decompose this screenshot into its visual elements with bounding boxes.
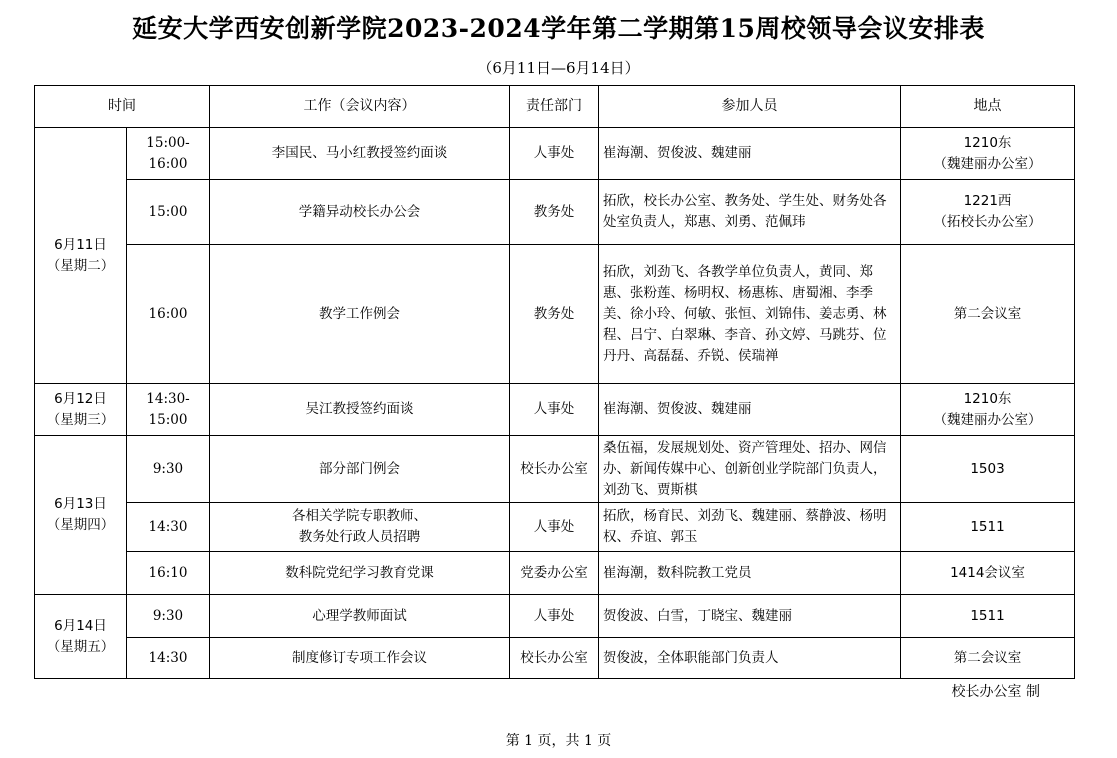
page-number: 第 1 页，共 1 页: [505, 733, 612, 749]
location-cell: 1503: [901, 436, 1075, 503]
location-detail: （拓校长办公室）: [933, 214, 1042, 230]
department-cell: 校长办公室: [510, 638, 599, 679]
department-cell: 人事处: [510, 384, 599, 436]
header-location: 地点: [901, 86, 1075, 128]
table-row: [35, 552, 1075, 595]
page-title: 延安大学西安创新学院2023-2024学年第二学期第15周校领导会议安排表: [132, 14, 985, 43]
participants-cell: 拓欣，校长办公室、教务处、学生处、财务处各处室负责人，郑惠、刘勇、范佩玮: [599, 180, 901, 245]
location-room: 1221西: [963, 193, 1012, 209]
location-cell: 1511: [901, 595, 1075, 638]
time-cell: 14:30: [127, 638, 210, 679]
table-row: [35, 503, 1075, 552]
weekday-label: （星期三）: [46, 411, 115, 428]
location-room: 1210东: [963, 390, 1012, 407]
header-participants: 参加人员: [599, 86, 901, 128]
department-cell: 党委办公室: [510, 552, 599, 595]
content-line: 各相关学院专职教师、: [292, 508, 427, 524]
location-cell: [901, 384, 1075, 436]
participants-cell: 贺俊波、白雪，丁晓宝、魏建丽: [599, 595, 901, 638]
time-cell: 15:00-16:00: [127, 128, 210, 180]
participants-cell: 拓欣，杨育民、刘劲飞、魏建丽、蔡静波、杨明权、乔谊、郭玉: [599, 503, 901, 552]
location-room: 1210东: [963, 134, 1012, 151]
time-cell: 16:00: [127, 245, 210, 384]
table-row: [35, 128, 1075, 180]
time-cell: 9:30: [127, 436, 210, 503]
time-cell: 16:10: [127, 552, 210, 595]
time-cell: 14:30: [127, 503, 210, 552]
content-cell: 学籍异动校长办公会: [210, 180, 510, 245]
date-cell: [35, 128, 127, 384]
date-label: 6月14日: [54, 617, 107, 634]
content-cell: 部分部门例会: [210, 436, 510, 503]
participants-cell: 拓欣，刘劲飞、各教学单位负责人，黄同、郑惠、张粉莲、杨明权、杨惠栋、唐蜀湘、李季美、徐小玲、何敏、张恒、刘锦伟、姜志勇、林程、吕宁、白翠琳、李音、孙文婷、马跳芬、位丹丹、高磊磊、乔锐、侯瑞禅: [599, 245, 901, 384]
department-cell: 人事处: [510, 128, 599, 180]
date-label: 6月13日: [54, 496, 107, 512]
date-cell: [35, 384, 127, 436]
content-cell: 心理学教师面试: [210, 595, 510, 638]
time-cell: 14:30-15:00: [127, 384, 210, 436]
date-label: 6月12日: [54, 390, 107, 407]
issuer-note: 校长办公室 制: [951, 684, 1040, 700]
weekday-label: （星期五）: [46, 638, 115, 655]
table-row: [35, 245, 1075, 384]
department-cell: 教务处: [510, 245, 599, 384]
participants-cell: 崔海潮，数科院教工党员: [599, 552, 901, 595]
table-row: [35, 638, 1075, 679]
department-cell: 人事处: [510, 595, 599, 638]
content-cell: 吴江教授签约面谈: [210, 384, 510, 436]
participants-cell: 崔海潮、贺俊波、魏建丽: [599, 384, 901, 436]
content-cell: 李国民、马小红教授签约面谈: [210, 128, 510, 180]
location-cell: [901, 128, 1075, 180]
header-work: 工作（会议内容）: [210, 86, 510, 128]
date-cell: [35, 436, 127, 595]
date-cell: [35, 595, 127, 679]
location-cell: 1511: [901, 503, 1075, 552]
content-cell: 数科院党纪学习教育党课: [210, 552, 510, 595]
date-label: 6月11日: [54, 236, 107, 253]
participants-cell: 崔海潮、贺俊波、魏建丽: [599, 128, 901, 180]
participants-cell: 桑伍福，发展规划处、资产管理处、招办、网信办、新闻传媒中心、创新创业学院部门负责人，刘劲飞、贾斯棋: [599, 436, 901, 503]
department-cell: 校长办公室: [510, 436, 599, 503]
location-cell: [901, 180, 1075, 245]
table-header-row: [35, 86, 1075, 128]
table-row: [35, 384, 1075, 436]
content-cell: 教学工作例会: [210, 245, 510, 384]
weekday-label: （星期二）: [46, 257, 115, 274]
location-cell: 第二会议室: [901, 245, 1075, 384]
table-row: [35, 180, 1075, 245]
date-range-subtitle: （6月11日—6月14日）: [477, 59, 640, 77]
content-cell: [210, 503, 510, 552]
location-detail: （魏建丽办公室）: [933, 411, 1042, 428]
location-detail: （魏建丽办公室）: [933, 155, 1042, 172]
department-cell: 教务处: [510, 180, 599, 245]
time-cell: 9:30: [127, 595, 210, 638]
participants-cell: 贺俊波，全体职能部门负责人: [599, 638, 901, 679]
location-cell: 第二会议室: [901, 638, 1075, 679]
content-line: 教务处行政人员招聘: [298, 529, 421, 545]
content-cell: 制度修订专项工作会议: [210, 638, 510, 679]
table-row: [35, 595, 1075, 638]
weekday-label: （星期四）: [46, 517, 115, 533]
header-department: 责任部门: [510, 86, 599, 128]
time-cell: 15:00: [127, 180, 210, 245]
meeting-schedule-table: [34, 85, 1075, 679]
table-row: [35, 436, 1075, 503]
location-cell: 1414会议室: [901, 552, 1075, 595]
department-cell: 人事处: [510, 503, 599, 552]
header-time: 时间: [35, 86, 210, 128]
